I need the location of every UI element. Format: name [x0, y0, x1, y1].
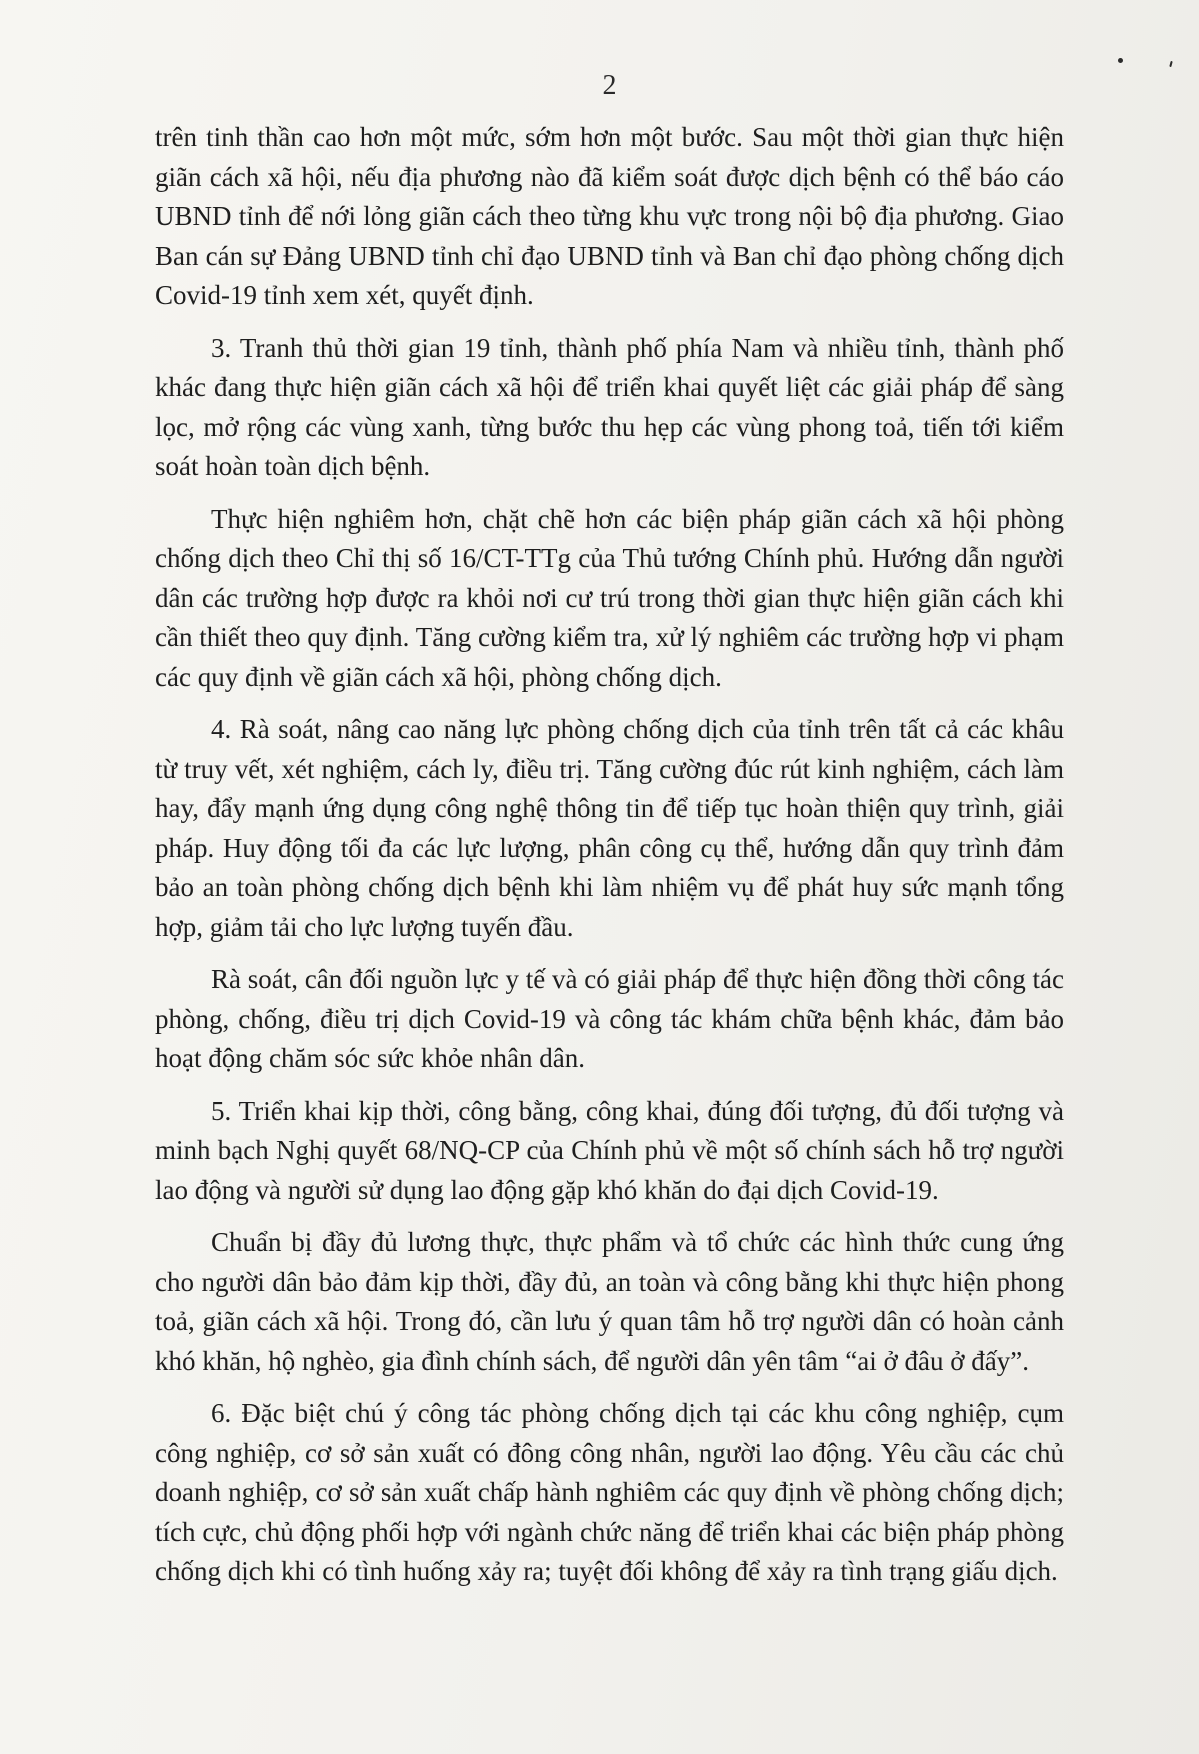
paragraph-item-5: 5. Triển khai kịp thời, công bằng, công khai, đúng đối tượng, đủ đối tượng và minh bạch Nghị quyết 68/NQ-CP của Chính phủ về một số chính sách hỗ trợ người lao động và người sử dụng lao động gặp khó khăn do đại dịch Covid-19. — [155, 1095, 1064, 1205]
paragraph-item-5-detail: Chuẩn bị đầy đủ lương thực, thực phẩm và tổ chức các hình thức cung ứng cho người dân bảo đảm kịp thời, đầy đủ, an toàn và công bằng khi thực hiện phong toả, giãn cách xã hội. Trong đó, cần lưu ý quan tâm hỗ trợ người dân có hoàn cảnh khó khăn, hộ nghèo, gia đình chính sách, để người dân yên tâm “ai ở đâu ở đấy”. — [155, 1227, 1064, 1376]
paragraph-item-3: 3. Tranh thủ thời gian 19 tỉnh, thành phố phía Nam và nhiều tỉnh, thành phố khác đang thực hiện giãn cách xã hội để triển khai quyết liệt các giải pháp để sàng lọc, mở rộng các vùng xanh, từng bước thu hẹp các vùng phong toả, tiến tới kiểm soát hoàn toàn dịch bệnh. — [155, 332, 1064, 481]
paper-speck — [1169, 61, 1172, 67]
paragraph-item-4: 4. Rà soát, nâng cao năng lực phòng chống dịch của tỉnh trên tất cả các khâu từ truy vết, xét nghiệm, cách ly, điều trị. Tăng cường đúc rút kinh nghiệm, cách làm hay, đẩy mạnh ứng dụng công nghệ thông tin để tiếp tục hoàn thiện quy trình, giải pháp. Huy động tối đa các lực lượng, phân công cụ thể, hướng dẫn quy trình đảm bảo an toàn phòng chống dịch bệnh khi làm nhiệm vụ để phát huy sức mạnh tổng hợp, giảm tải cho lực lượng tuyến đầu. — [155, 714, 1064, 942]
paragraph-item-4-detail: Rà soát, cân đối nguồn lực y tế và có giải pháp để thực hiện đồng thời công tác phòng, chống, điều trị dịch Covid-19 và công tác khám chữa bệnh khác, đảm bảo hoạt động chăm sóc sức khỏe nhân dân. — [155, 964, 1064, 1073]
page-number: 2 — [602, 70, 617, 101]
paragraph-item-3-detail: Thực hiện nghiêm hơn, chặt chẽ hơn các biện pháp giãn cách xã hội phòng chống dịch theo Chỉ thị số 16/CT-TTg của Thủ tướng Chính phủ. Hướng dẫn người dân các trường hợp được ra khỏi nơi cư trú trong thời gian thực hiện giãn cách khi cần thiết theo quy định. Tăng cường kiểm tra, xử lý nghiêm các trường hợp vi phạm các quy định về giãn cách xã hội, phòng chống dịch. — [155, 503, 1064, 692]
document-body — [155, 118, 1064, 1592]
paper-speck — [1118, 58, 1123, 63]
paragraph-continuation: trên tinh thần cao hơn một mức, sớm hơn một bước. Sau một thời gian thực hiện giãn cách xã hội, nếu địa phương nào đã kiểm soát được dịch bệnh có thể báo cáo UBND tỉnh để nới lỏng giãn cách theo từng khu vực trong nội bộ địa phương. Giao Ban cán sự Đảng UBND tỉnh chỉ đạo UBND tỉnh và Ban chỉ đạo phòng chống dịch Covid-19 tỉnh xem xét, quyết định. — [155, 122, 1064, 310]
paragraph-item-6: 6. Đặc biệt chú ý công tác phòng chống dịch tại các khu công nghiệp, cụm công nghiệp, cơ sở sản xuất có đông công nhân, người lao động. Yêu cầu các chủ doanh nghiệp, cơ sở sản xuất chấp hành nghiêm các quy định về phòng chống dịch; tích cực, chủ động phối hợp với ngành chức năng để triển khai các biện pháp phòng chống dịch khi có tình huống xảy ra; tuyệt đối không để xảy ra tình trạng giấu dịch. — [155, 1398, 1064, 1586]
